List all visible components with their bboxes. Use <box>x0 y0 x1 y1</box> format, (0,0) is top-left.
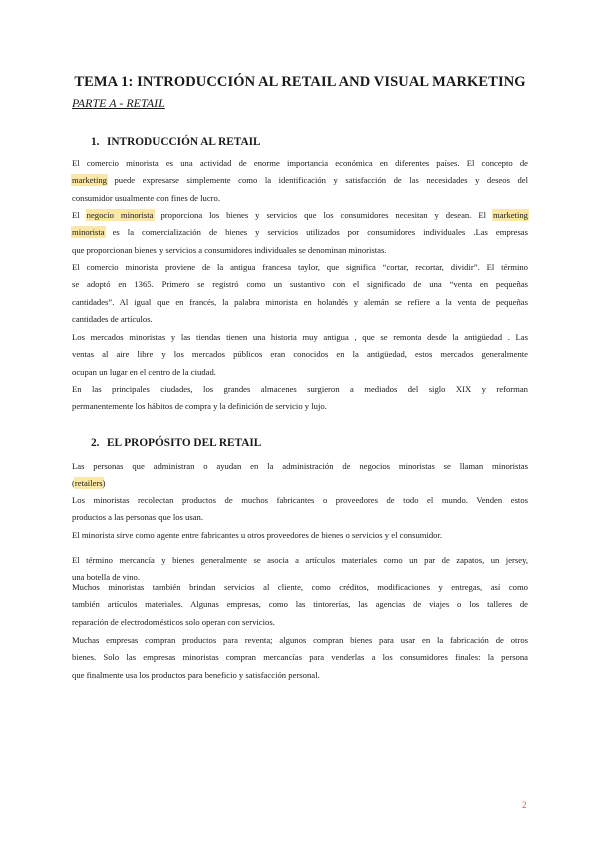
text-line <box>72 224 528 241</box>
section-number: 2. <box>91 437 100 449</box>
text-line: Las personas que administran o ayudan en la administración de negocios minoristas se llaman minoristas <box>72 461 528 471</box>
text-line: una botella de vino. <box>72 572 141 583</box>
paragraph <box>72 259 528 329</box>
text-line: Muchas empresas compran productos para reventa; algunos compran bienes para usar en la fabricación de otros <box>72 635 528 645</box>
text-line: permanentemente los hábitos de compra y la definición de servicio y lujo. <box>72 401 327 412</box>
paragraph <box>72 155 528 207</box>
text-line: productos a las personas que los usan. <box>72 512 204 523</box>
paragraph <box>72 492 528 527</box>
text-line: reparación de electrodomésticos solo operan con servicios. <box>72 616 275 627</box>
document-title: TEMA 1: INTRODUCCIÓN AL RETAIL AND VISUAL MARKETING <box>74 74 526 90</box>
paragraph <box>72 329 528 381</box>
text-line: se adoptó en 1365. Primero se registró como un sustantivo con el significado de una “venta en pequeñas <box>72 279 528 290</box>
section-title: INTRODUCCIÓN AL RETAIL <box>107 136 261 148</box>
text-line: Muchos minoristas también brindan servicios al cliente, como créditos, modificaciones y entregas, así como <box>72 582 528 592</box>
document-subtitle: PARTE A - RETAIL <box>72 96 165 110</box>
text-line: ventas al aire libre y los mercados públicos eran conocidos en la antigüedad, estos mercados generalmente <box>72 349 528 360</box>
text-segment: ) <box>102 478 106 489</box>
text-line: El término mercancía y bienes generalmente se asocia a artículos materiales como un par de zapatos, un jersey, <box>72 555 528 565</box>
text-line: El comercio minorista proviene de la antigua francesa taylor, que significa “cortar, recortar, dividir”. El término <box>72 262 528 272</box>
text-segment: ( <box>72 478 75 489</box>
paragraph <box>72 458 528 493</box>
section-heading-introduccion <box>91 136 261 148</box>
highlighted-term: minorista <box>72 227 105 238</box>
highlighted-term: retailers <box>74 478 103 489</box>
text-line: Los mercados minoristas y las tiendas tienen una historia muy antigua , que se remonta desde la antigüedad . Las <box>72 332 528 342</box>
text-line: cantidades de artículos. <box>72 314 153 325</box>
text-line: también artículos materiales. Algunas empresas, como las tintorerías, las agencias de viajes o los talleres de <box>72 599 528 610</box>
text-line: que finalmente usa los productos para beneficio y satisfacción personal. <box>72 669 320 680</box>
text-line: El minorista sirve como agente entre fabricantes u otros proveedores de bienes o servicios y el consumidor. <box>72 530 443 540</box>
highlighted-term: marketing <box>493 210 528 220</box>
text-line: En las principales ciudades, los grandes almacenes surgieron a mediados del siglo XIX y reforman <box>72 384 528 394</box>
paragraph <box>72 381 528 416</box>
paragraph <box>72 527 528 544</box>
highlighted-term: negocio minorista <box>86 210 154 220</box>
paragraph <box>72 207 528 259</box>
text-line <box>72 475 528 492</box>
paragraph <box>72 632 528 684</box>
text-line <box>72 172 528 189</box>
page-number: 2 <box>522 800 527 810</box>
text-line: bienes. Solo las empresas minoristas compran mercancías para venderlas a los consumidores finales: la persona <box>72 652 528 663</box>
text-line: El comercio minorista es una actividad de enorme importancia económica en diferentes países. El concepto de <box>72 158 528 168</box>
section-number: 1. <box>91 136 100 148</box>
highlighted-term: marketing <box>72 175 107 186</box>
paragraph <box>72 579 528 631</box>
text-line: que proporcionan bienes y servicios a consumidores individuales se denominan minoristas. <box>72 244 387 255</box>
text-segment: puede expresarse simplemente como la identificación y satisfacción de las necesidades y deseos del <box>106 175 528 186</box>
text-line: Los minoristas recolectan productos de muchos fabricantes o proveedores de todo el mundo. Venden estos <box>72 495 528 505</box>
text-segment: El <box>72 210 87 220</box>
text-line <box>72 207 528 224</box>
section-title: EL PROPÓSITO DEL RETAIL <box>107 437 262 449</box>
text-segment: proporciona los bienes y servicios que los consumidores necesitan y desean. El <box>153 210 494 220</box>
text-line: consumidor usualmente con fines de lucro. <box>72 192 221 203</box>
text-line: cantidades”. Al igual que en francés, la palabra minorista en holandés y alemán se refiere a la venta de pequeñas <box>72 296 528 307</box>
text-segment: es la comercialización de bienes y servicios utilizados por consumidores individuales .Las empresas <box>104 227 528 238</box>
text-line: ocupan un lugar en el centro de la ciudad. <box>72 366 216 377</box>
section-heading-proposito <box>91 437 261 449</box>
